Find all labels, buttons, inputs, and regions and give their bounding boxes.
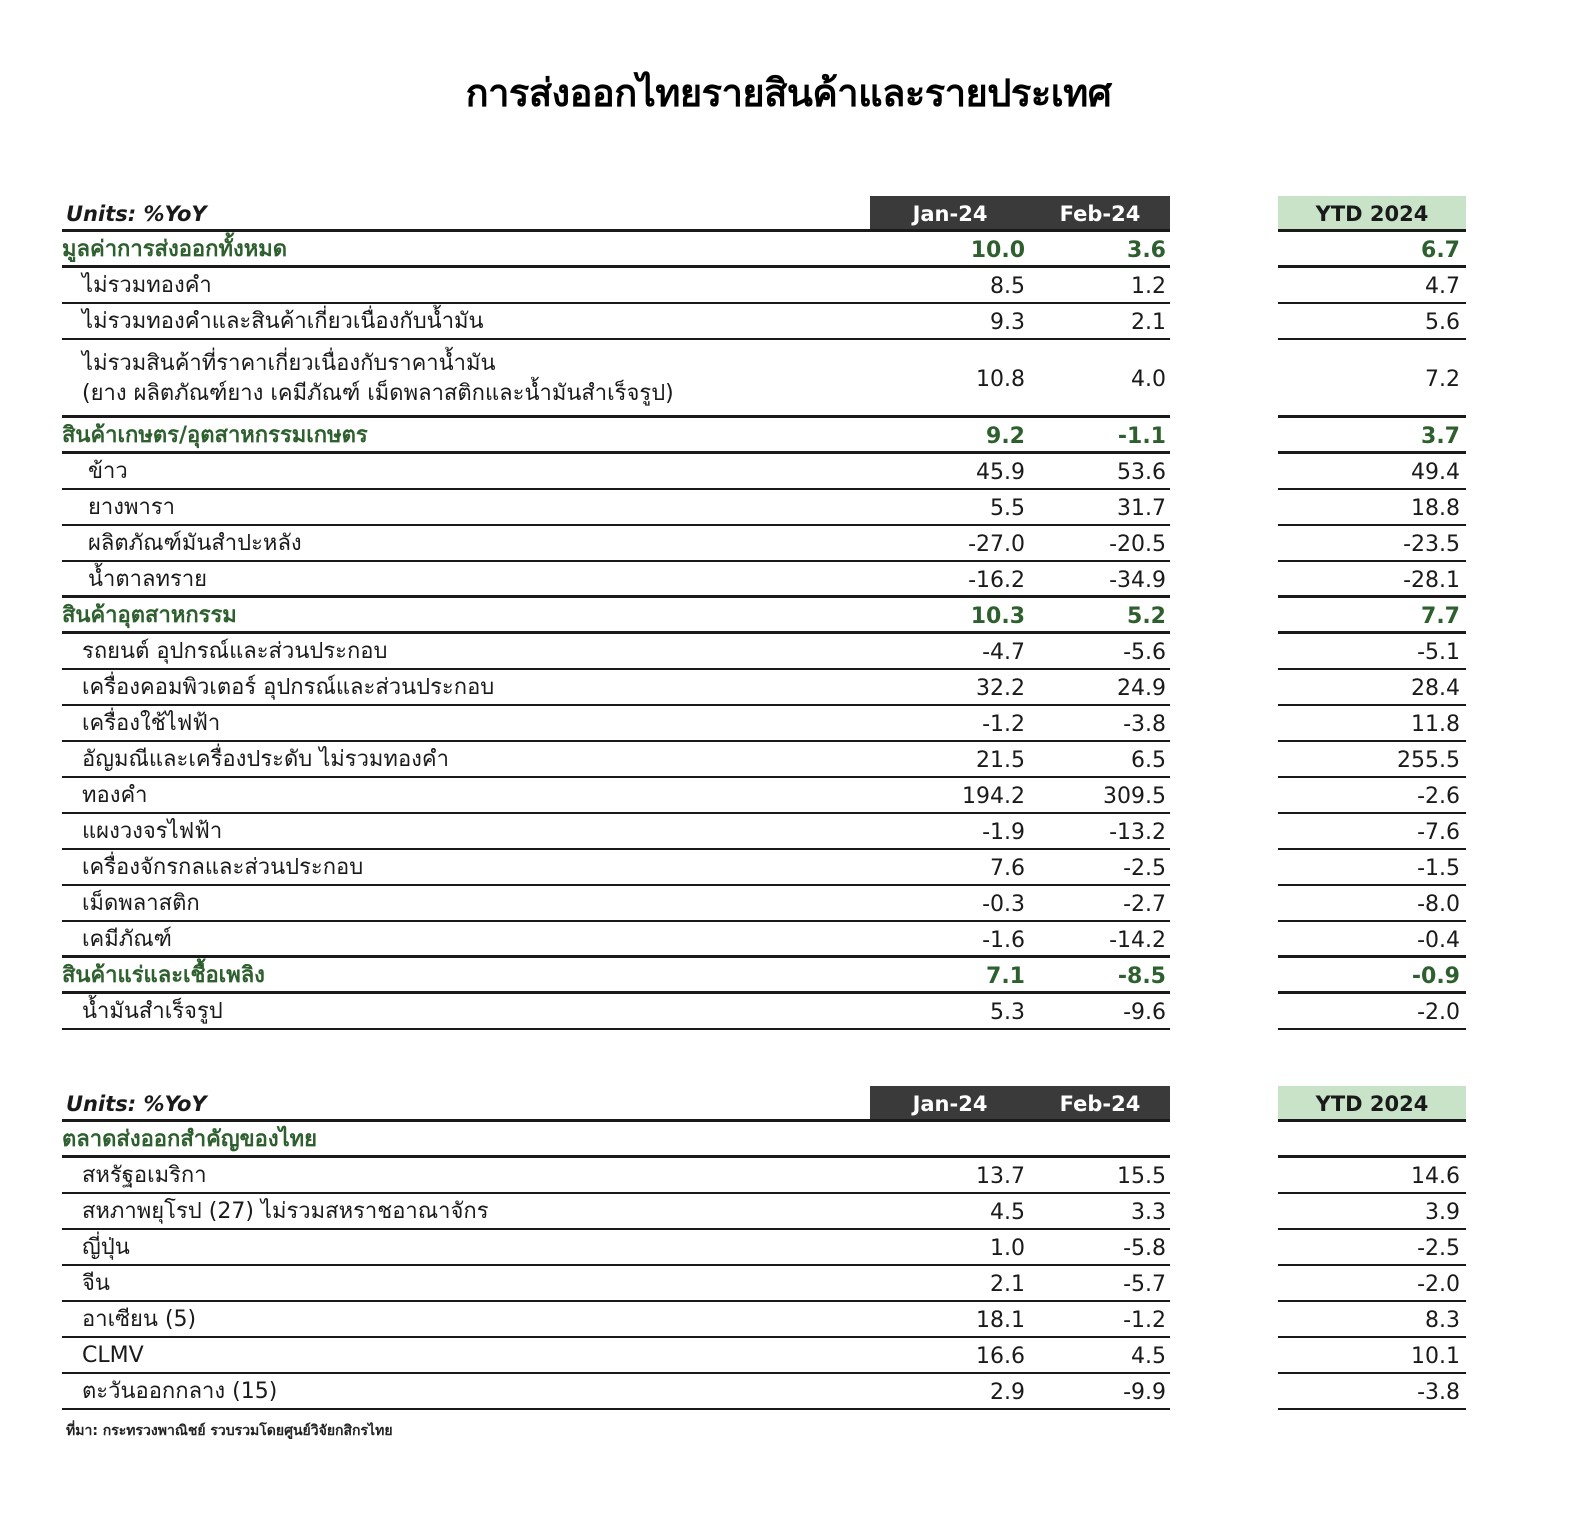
feb-24-value: 24.9 <box>1117 675 1166 701</box>
feb-24-value: -1.1 <box>1117 423 1166 449</box>
row-label-text: น้ำมันสำเร็จรูป <box>82 999 223 1024</box>
jan-24-value: 7.1 <box>986 963 1025 989</box>
feb-24-header: Feb-24 <box>1059 202 1141 226</box>
export-by-market-table <box>62 1086 1482 1410</box>
jan-24-value: 9.2 <box>986 423 1025 449</box>
jan-24-value: -1.9 <box>982 819 1025 845</box>
row-divider <box>62 1028 1170 1030</box>
row-label-text: น้ำตาลทราย <box>88 567 208 592</box>
feb-24-value: 5.2 <box>1127 603 1166 629</box>
jan-24-value: 4.5 <box>990 1199 1025 1225</box>
table-row <box>62 1374 1482 1410</box>
row-label-text: สหรัฐอเมริกา <box>82 1163 207 1188</box>
jan-24-value: -0.3 <box>982 891 1025 917</box>
row-label-text: ไม่รวมทองคำและสินค้าเกี่ยวเนื่องกับน้ำมัน <box>82 309 484 334</box>
ytd-2024-value: -7.6 <box>1417 819 1460 845</box>
jan-24-value: 10.3 <box>970 603 1025 629</box>
table-row <box>62 922 1482 958</box>
row-label-text: เครื่องคอมพิวเตอร์ อุปกรณ์และส่วนประกอบ <box>82 675 495 700</box>
jan-24-value: -16.2 <box>968 567 1025 593</box>
jan-24-value: 10.8 <box>976 366 1025 392</box>
feb-24-value: -5.6 <box>1123 639 1166 665</box>
table-row <box>62 1302 1482 1338</box>
jan-24-value: 9.3 <box>990 309 1025 335</box>
ytd-2024-value: 7.2 <box>1425 366 1460 392</box>
feb-24-value: -1.2 <box>1123 1307 1166 1333</box>
table-row <box>62 706 1482 742</box>
feb-24-value: -14.2 <box>1109 927 1166 953</box>
row-divider <box>62 1408 1170 1410</box>
row-label-text: เคมีภัณฑ์ <box>82 927 172 952</box>
jan-24-value: 21.5 <box>976 747 1025 773</box>
feb-24-value: -9.6 <box>1123 999 1166 1025</box>
feb-24-value: 4.0 <box>1131 366 1166 392</box>
ytd-2024-value: 49.4 <box>1411 459 1460 485</box>
jan-24-value: 13.7 <box>976 1163 1025 1189</box>
ytd-2024-value: -3.8 <box>1417 1379 1460 1405</box>
ytd-2024-value: 6.7 <box>1421 237 1460 263</box>
feb-24-value: -9.9 <box>1123 1379 1166 1405</box>
ytd-2024-value: 4.7 <box>1425 273 1460 299</box>
ytd-2024-value: 11.8 <box>1411 711 1460 737</box>
category-row <box>62 418 1482 454</box>
feb-24-value: 31.7 <box>1117 495 1166 521</box>
ytd-2024-value: 14.6 <box>1411 1163 1460 1189</box>
jan-24-value: 194.2 <box>962 783 1025 809</box>
feb-24-value: -5.8 <box>1123 1235 1166 1261</box>
row-divider <box>1278 1408 1466 1410</box>
table-row <box>62 340 1482 418</box>
jan-24-value: -27.0 <box>968 531 1025 557</box>
table-row <box>62 850 1482 886</box>
row-label-text: ไม่รวมสินค้าที่ราคาเกี่ยวเนื่องกับราคาน้ำมัน <box>82 351 496 376</box>
jan-24-value: 5.5 <box>990 495 1025 521</box>
jan-24-value: -4.7 <box>982 639 1025 665</box>
ytd-2024-value: -0.9 <box>1411 963 1460 989</box>
table-row <box>62 1338 1482 1374</box>
ytd-2024-value: -5.1 <box>1417 639 1460 665</box>
feb-24-header: Feb-24 <box>1059 1092 1141 1116</box>
row-label-text: ผลิตภัณฑ์มันสำปะหลัง <box>88 531 302 556</box>
table-row <box>62 670 1482 706</box>
jan-24-value: 16.6 <box>976 1343 1025 1369</box>
table-row <box>62 994 1482 1030</box>
row-label-text: จีน <box>82 1271 110 1296</box>
jan-24-value: 5.3 <box>990 999 1025 1025</box>
jan-24-value: 7.6 <box>990 855 1025 881</box>
feb-24-value: -3.8 <box>1123 711 1166 737</box>
table-row <box>62 268 1482 304</box>
ytd-2024-value: 10.1 <box>1411 1343 1460 1369</box>
row-label-text: แผงวงจรไฟฟ้า <box>82 819 223 844</box>
ytd-2024-header: YTD 2024 <box>1315 202 1429 226</box>
row-label-text: รถยนต์ อุปกรณ์และส่วนประกอบ <box>82 639 388 664</box>
row-divider <box>1278 1028 1466 1030</box>
jan-24-value: 32.2 <box>976 675 1025 701</box>
ytd-2024-value: 3.7 <box>1421 423 1460 449</box>
table-row <box>62 1266 1482 1302</box>
ytd-2024-value: -2.5 <box>1417 1235 1460 1261</box>
feb-24-value: 2.1 <box>1131 309 1166 335</box>
ytd-2024-value: -2.0 <box>1417 1271 1460 1297</box>
category-row <box>62 598 1482 634</box>
row-label-text: ทองคำ <box>82 783 148 808</box>
feb-24-value: -13.2 <box>1109 819 1166 845</box>
ytd-2024-value: 255.5 <box>1397 747 1460 773</box>
table-row <box>62 1194 1482 1230</box>
row-label-text: สินค้าแร่และเชื้อเพลิง <box>62 963 265 988</box>
row-label-text-line2: (ยาง ผลิตภัณฑ์ยาง เคมีภัณฑ์ เม็ดพลาสติกและน้ำมันสำเร็จรูป) <box>82 381 674 406</box>
row-label-text: CLMV <box>82 1343 144 1368</box>
ytd-2024-value: -23.5 <box>1403 531 1460 557</box>
row-label-text: ตะวันออกกลาง (15) <box>82 1379 278 1404</box>
jan-24-value: 2.9 <box>990 1379 1025 1405</box>
jan-24-value: 18.1 <box>976 1307 1025 1333</box>
ytd-2024-value: -28.1 <box>1403 567 1460 593</box>
table-row <box>62 490 1482 526</box>
ytd-2024-value: -8.0 <box>1417 891 1460 917</box>
jan-24-value: 45.9 <box>976 459 1025 485</box>
ytd-2024-value: -2.6 <box>1417 783 1460 809</box>
feb-24-value: -5.7 <box>1123 1271 1166 1297</box>
row-label-text: สินค้าอุตสาหกรรม <box>62 603 237 628</box>
ytd-2024-value: -0.4 <box>1417 927 1460 953</box>
jan-24-value: 10.0 <box>970 237 1025 263</box>
ytd-2024-value: 3.9 <box>1425 1199 1460 1225</box>
table-header-row <box>62 1086 1482 1122</box>
category-row <box>62 958 1482 994</box>
row-label-text: อาเซียน (5) <box>82 1307 197 1332</box>
jan-24-value: 8.5 <box>990 273 1025 299</box>
units-label: Units: %YoY <box>66 202 207 226</box>
feb-24-value: -34.9 <box>1109 567 1166 593</box>
feb-24-value: 3.6 <box>1127 237 1166 263</box>
table-row <box>62 304 1482 340</box>
feb-24-value: -2.7 <box>1123 891 1166 917</box>
page-title: การส่งออกไทยรายสินค้าและรายประเทศ <box>465 71 1112 115</box>
jan-24-value: 2.1 <box>990 1271 1025 1297</box>
jan-24-value: -1.2 <box>982 711 1025 737</box>
row-label-text: อัญมณีและเครื่องประดับ ไม่รวมทองคำ <box>82 747 449 772</box>
feb-24-value: 15.5 <box>1117 1163 1166 1189</box>
table-row <box>62 454 1482 490</box>
jan-24-header: Jan-24 <box>912 202 988 226</box>
ytd-2024-value: 5.6 <box>1425 309 1460 335</box>
jan-24-value: 1.0 <box>990 1235 1025 1261</box>
ytd-2024-value: 18.8 <box>1411 495 1460 521</box>
feb-24-value: 6.5 <box>1131 747 1166 773</box>
feb-24-value: 3.3 <box>1131 1199 1166 1225</box>
jan-24-header: Jan-24 <box>912 1092 988 1116</box>
jan-24-value: -1.6 <box>982 927 1025 953</box>
ytd-2024-value: 28.4 <box>1411 675 1460 701</box>
row-label-text: ไม่รวมทองคำ <box>82 273 212 298</box>
row-label-text: สินค้าเกษตร/อุตสาหกรรมเกษตร <box>62 423 368 448</box>
table-row <box>62 1230 1482 1266</box>
feb-24-value: -20.5 <box>1109 531 1166 557</box>
ytd-2024-value: -2.0 <box>1417 999 1460 1025</box>
row-label-text: สหภาพยุโรป (27) ไม่รวมสหราชอาณาจักร <box>82 1199 489 1224</box>
table-row <box>62 634 1482 670</box>
table-row <box>62 526 1482 562</box>
feb-24-value: 4.5 <box>1131 1343 1166 1369</box>
ytd-2024-value: 8.3 <box>1425 1307 1460 1333</box>
feb-24-value: 1.2 <box>1131 273 1166 299</box>
row-label-text: เม็ดพลาสติก <box>82 891 200 916</box>
section-row <box>62 1122 1482 1158</box>
table-row <box>62 778 1482 814</box>
table-row <box>62 1158 1482 1194</box>
ytd-2024-value: 7.7 <box>1421 603 1460 629</box>
export-by-product-table <box>62 196 1482 1030</box>
table-row <box>62 814 1482 850</box>
ytd-2024-value: -1.5 <box>1417 855 1460 881</box>
units-label: Units: %YoY <box>66 1092 207 1116</box>
feb-24-value: -8.5 <box>1117 963 1166 989</box>
table-row <box>62 562 1482 598</box>
category-row <box>62 232 1482 268</box>
ytd-2024-header: YTD 2024 <box>1315 1092 1429 1116</box>
row-label-text: เครื่องจักรกลและส่วนประกอบ <box>82 855 364 880</box>
row-label-text: ญี่ปุ่น <box>82 1235 130 1260</box>
feb-24-value: -2.5 <box>1123 855 1166 881</box>
feb-24-value: 309.5 <box>1103 783 1166 809</box>
row-label-text: ยางพารา <box>88 495 176 520</box>
row-label-text: มูลค่าการส่งออกทั้งหมด <box>62 237 287 262</box>
table-row <box>62 742 1482 778</box>
table-row <box>62 886 1482 922</box>
table-header-row <box>62 196 1482 232</box>
source-footnote: ที่มา: กระทรวงพาณิชย์ รวบรวมโดยศูนย์วิจัยกสิกรไทย <box>66 1423 393 1439</box>
row-label-text: ข้าว <box>88 459 128 484</box>
row-label-text: เครื่องใช้ไฟฟ้า <box>82 711 221 736</box>
feb-24-value: 53.6 <box>1117 459 1166 485</box>
section-label: ตลาดส่งออกสำคัญของไทย <box>62 1127 318 1152</box>
